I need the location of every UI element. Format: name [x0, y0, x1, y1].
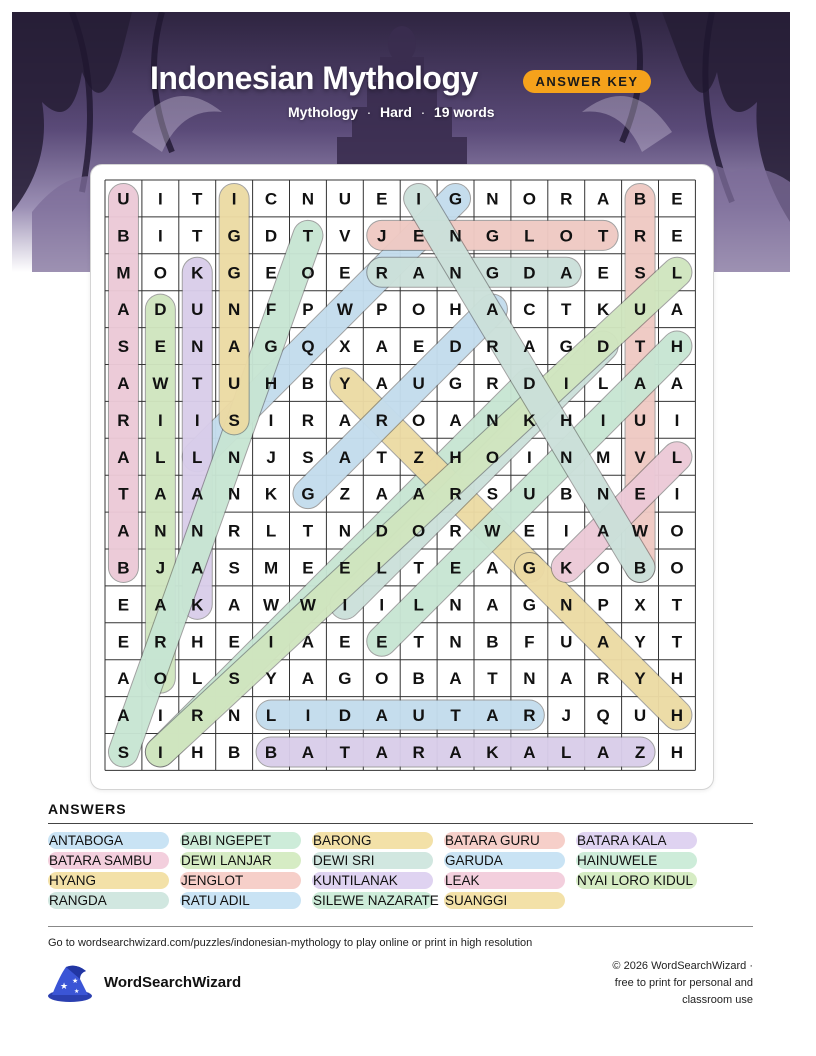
- grid-letter: P: [302, 300, 314, 320]
- grid-letter: L: [192, 669, 203, 689]
- grid-letter: H: [449, 447, 462, 467]
- grid-letter: A: [228, 337, 241, 357]
- grid-letter: E: [117, 632, 130, 652]
- grid-letter: K: [191, 263, 204, 283]
- grid-letter: R: [486, 337, 499, 357]
- grid-letter: T: [413, 632, 424, 652]
- grid-letter: I: [157, 742, 163, 762]
- grid-letter: B: [264, 742, 278, 762]
- svg-text:★: ★: [60, 981, 69, 991]
- grid-letter: G: [448, 189, 463, 209]
- grid-letter: A: [486, 706, 499, 726]
- difficulty-label: Hard: [380, 104, 412, 120]
- grid-letter: E: [671, 226, 683, 246]
- grid-letter: D: [523, 263, 536, 283]
- grid-letter: H: [449, 300, 462, 320]
- grid-letter: A: [486, 300, 499, 320]
- grid-letter: T: [302, 521, 314, 541]
- answer-item: RATU ADIL: [180, 892, 301, 909]
- grid-letter: L: [265, 706, 277, 726]
- grid-letter: U: [228, 373, 241, 393]
- grid-letter: T: [671, 595, 683, 615]
- grid-letter: I: [157, 410, 163, 430]
- grid-letter: O: [559, 226, 573, 246]
- grid-letter: W: [299, 595, 316, 615]
- answer-item: KUNTILANAK: [312, 872, 433, 889]
- grid-letter: T: [561, 300, 572, 320]
- grid-letter: E: [117, 595, 130, 615]
- grid-letter: A: [301, 742, 315, 762]
- grid-letter: H: [670, 742, 684, 762]
- grid-letter: E: [154, 337, 167, 357]
- grid-letter: G: [522, 595, 536, 615]
- grid-letter: A: [117, 373, 130, 393]
- grid-letter: S: [634, 263, 646, 283]
- grid-letter: R: [560, 189, 573, 209]
- grid-letter: U: [633, 300, 647, 320]
- grid-letter: K: [191, 595, 204, 615]
- grid-letter: I: [157, 706, 163, 726]
- word-count-label: 19 words: [433, 104, 495, 120]
- grid-letter: A: [117, 300, 130, 320]
- answer-item: DEWI LANJAR: [180, 852, 301, 869]
- answer-item: JENGLOT: [180, 872, 301, 889]
- grid-letter: O: [412, 300, 426, 320]
- grid-letter: E: [302, 558, 314, 578]
- grid-letter: I: [342, 595, 348, 615]
- grid-letter: D: [154, 300, 167, 320]
- grid-letter: B: [117, 226, 130, 246]
- grid-letter: T: [634, 337, 646, 357]
- grid-letter: O: [375, 669, 389, 689]
- grid-letter: Q: [596, 706, 610, 726]
- grid-letter: P: [597, 595, 609, 615]
- grid-letter: A: [412, 263, 425, 283]
- grid-letter: R: [191, 706, 204, 726]
- grid-letter: A: [154, 595, 167, 615]
- grid-letter: A: [191, 484, 204, 504]
- grid-letter: F: [524, 632, 535, 652]
- grid-letter: U: [412, 706, 425, 726]
- grid-letter: S: [117, 337, 130, 357]
- grid-letter: E: [523, 521, 536, 541]
- grid-letter: I: [305, 706, 311, 726]
- grid-letter: T: [671, 632, 683, 652]
- grid-letter: G: [448, 373, 463, 393]
- grid-letter: S: [228, 410, 240, 430]
- grid-letter: E: [634, 484, 646, 504]
- grid-letter: N: [486, 410, 499, 430]
- grid-letter: D: [449, 337, 462, 357]
- grid-letter: K: [523, 410, 536, 430]
- wizard-hat-icon: [46, 963, 94, 1003]
- grid-letter: B: [486, 632, 499, 652]
- grid-letter: L: [524, 226, 535, 246]
- grid-letter: T: [118, 484, 129, 504]
- grid-letter: W: [263, 595, 280, 615]
- grid-letter: T: [339, 742, 351, 762]
- grid-letter: M: [263, 558, 279, 578]
- grid-letter: R: [375, 410, 388, 430]
- grid-letter: C: [523, 300, 536, 320]
- grid-letter: E: [449, 558, 462, 578]
- grid-letter: Y: [634, 669, 646, 689]
- svg-text:★: ★: [72, 978, 79, 985]
- grid-letter: L: [155, 447, 166, 467]
- grid-letter: U: [560, 632, 573, 652]
- answer-item: BATARA KALA: [576, 832, 697, 849]
- grid-letter: R: [154, 632, 167, 652]
- grid-letter: T: [302, 226, 314, 246]
- grid-letter: A: [633, 373, 647, 393]
- grid-letter: A: [560, 263, 573, 283]
- grid-letter: A: [301, 632, 315, 652]
- grid-letter: B: [117, 558, 130, 578]
- grid-letter: N: [449, 263, 462, 283]
- grid-letter: N: [228, 484, 241, 504]
- grid-letter: B: [560, 484, 573, 504]
- grid-letter: L: [265, 521, 277, 541]
- brand-name: WordSearchWizard: [104, 974, 242, 991]
- grid-letter: R: [597, 669, 610, 689]
- grid-letter: I: [526, 447, 532, 467]
- grid-letter: N: [560, 595, 573, 615]
- grid-letter: S: [228, 558, 240, 578]
- grid-letter: A: [375, 373, 388, 393]
- grid-letter: A: [117, 447, 130, 467]
- grid-letter: N: [154, 521, 167, 541]
- grid-letter: D: [338, 706, 351, 726]
- grid-letter: C: [264, 189, 278, 209]
- grid-letter: A: [597, 189, 610, 209]
- grid-letter: R: [375, 263, 388, 283]
- grid-letter: A: [486, 558, 499, 578]
- grid-letter: L: [561, 742, 572, 762]
- grid-letter: H: [560, 410, 573, 430]
- grid-letter: W: [152, 373, 169, 393]
- grid-letter: E: [339, 558, 351, 578]
- grid-letter: E: [671, 189, 683, 209]
- grid-letter: A: [670, 373, 684, 393]
- grid-letter: I: [416, 189, 422, 209]
- grid-letter: X: [339, 337, 351, 357]
- grid-letter: N: [191, 521, 204, 541]
- page-title: Indonesian Mythology: [150, 60, 478, 96]
- grid-letter: T: [376, 447, 387, 467]
- grid-letter: L: [597, 373, 609, 393]
- grid-letter: N: [228, 447, 241, 467]
- answer-item: DEWI SRI: [312, 852, 433, 869]
- answer-item: RANGDA: [48, 892, 169, 909]
- answer-item: BATARA GURU: [444, 832, 565, 849]
- grid-letter: S: [228, 669, 240, 689]
- svg-text:★: ★: [74, 989, 80, 995]
- grid-letter: V: [634, 447, 646, 467]
- meta-separator: ·: [420, 104, 426, 120]
- grid-letter: E: [339, 632, 351, 652]
- grid-letter: T: [192, 226, 203, 246]
- grid-letter: H: [670, 337, 684, 357]
- grid-letter: N: [597, 484, 610, 504]
- grid-letter: T: [487, 669, 498, 689]
- grid-letter: X: [634, 595, 646, 615]
- grid-letter: G: [522, 558, 536, 578]
- grid-letter: A: [375, 742, 388, 762]
- grid-letter: U: [523, 484, 536, 504]
- grid-letter: R: [412, 742, 425, 762]
- grid-letter: N: [449, 226, 462, 246]
- grid-letter: N: [191, 337, 204, 357]
- grid-letter: G: [301, 484, 315, 504]
- grid-letter: J: [377, 226, 387, 246]
- grid-letter: N: [523, 669, 536, 689]
- grid-letter: A: [154, 484, 167, 504]
- grid-letter: J: [266, 447, 276, 467]
- answer-item: BARONG: [312, 832, 433, 849]
- copyright-text: [553, 958, 753, 1009]
- grid-letter: E: [265, 263, 277, 283]
- grid-letter: G: [338, 669, 352, 689]
- answer-item: BATARA SAMBU: [48, 852, 169, 869]
- answer-item: SUANGGI: [444, 892, 565, 909]
- grid-letter: V: [339, 226, 351, 246]
- copyright-line: classroom use: [682, 994, 753, 1006]
- grid-letter: G: [485, 226, 500, 246]
- grid-letter: D: [264, 226, 278, 246]
- grid-letter: K: [597, 300, 610, 320]
- grid-letter: O: [412, 521, 426, 541]
- grid-letter: H: [191, 632, 204, 652]
- grid-letter: R: [449, 521, 462, 541]
- answer-item: ANTABOGA: [48, 832, 169, 849]
- grid-letter: F: [265, 300, 277, 320]
- puzzle-meta: [288, 104, 495, 120]
- grid-letter: L: [376, 558, 387, 578]
- grid-letter: W: [484, 521, 501, 541]
- grid-letter: U: [191, 300, 204, 320]
- grid-letter: L: [671, 263, 683, 283]
- grid-letter: A: [597, 632, 610, 652]
- grid-letter: A: [338, 410, 351, 430]
- grid-letter: A: [597, 742, 610, 762]
- grid-letter: O: [301, 263, 315, 283]
- grid-letter: I: [268, 632, 274, 652]
- grid-letter: I: [600, 410, 606, 430]
- grid-letter: N: [486, 189, 499, 209]
- grid-letter: A: [412, 484, 425, 504]
- grid-letter: S: [486, 484, 499, 504]
- grid-letter: I: [268, 410, 274, 430]
- grid-letter: R: [486, 373, 499, 393]
- grid-letter: K: [560, 558, 573, 578]
- grid-letter: G: [227, 263, 241, 283]
- grid-letter: L: [192, 447, 203, 467]
- answer-item: LEAK: [444, 872, 565, 889]
- grid-letter: N: [338, 521, 351, 541]
- grid-letter: Z: [413, 447, 424, 467]
- grid-letter: A: [560, 669, 573, 689]
- grid-letter: K: [486, 742, 499, 762]
- grid-letter: N: [301, 189, 315, 209]
- grid-letter: A: [301, 669, 315, 689]
- grid-letter: H: [191, 742, 204, 762]
- grid-letter: E: [597, 263, 609, 283]
- grid-letter: G: [559, 337, 573, 357]
- answers-list: [48, 832, 753, 912]
- grid-letter: T: [597, 226, 609, 246]
- grid-letter: A: [338, 447, 351, 467]
- grid-letter: E: [376, 189, 388, 209]
- grid-letter: S: [117, 742, 130, 762]
- grid-letter: A: [117, 706, 130, 726]
- grid-letter: R: [117, 410, 130, 430]
- grid-letter: B: [412, 669, 425, 689]
- grid-letter: G: [227, 226, 241, 246]
- copyright-line: free to print for personal and: [614, 977, 753, 989]
- grid-letter: A: [117, 669, 130, 689]
- grid-letter: N: [228, 706, 241, 726]
- grid-letter: U: [412, 373, 425, 393]
- grid-letter: I: [674, 410, 680, 430]
- grid-letter: A: [228, 595, 241, 615]
- grid-letter: L: [671, 447, 683, 467]
- footer-url[interactable]: Go to wordsearchwizard.com/puzzles/indonesian-mythology to play online or print in high resolution: [48, 937, 533, 949]
- grid-letter: G: [485, 263, 500, 283]
- grid-letter: R: [228, 521, 241, 541]
- letter-grid: [90, 164, 712, 788]
- grid-letter: Y: [339, 373, 351, 393]
- answer-item: NYAI LORO KIDUL: [576, 872, 697, 889]
- grid-letter: E: [412, 226, 425, 246]
- footer-divider: [48, 926, 753, 927]
- grid-letter: H: [670, 669, 684, 689]
- copyright-line: © 2026 WordSearchWizard ·: [612, 960, 753, 972]
- grid-letter: T: [413, 558, 424, 578]
- grid-letter: D: [375, 521, 388, 541]
- grid-letter: M: [596, 447, 611, 467]
- grid-letter: T: [192, 189, 203, 209]
- grid-letter: H: [670, 706, 684, 726]
- grid-letter: E: [376, 632, 388, 652]
- grid-letter: E: [339, 263, 351, 283]
- grid-letter: A: [523, 742, 536, 762]
- grid-letter: O: [485, 447, 500, 467]
- grid-letter: A: [449, 669, 462, 689]
- grid-letter: I: [563, 521, 569, 541]
- grid-letter: G: [264, 337, 278, 357]
- grid-letter: W: [336, 300, 353, 320]
- grid-letter: A: [449, 742, 462, 762]
- grid-letter: S: [302, 447, 314, 467]
- grid-letter: R: [301, 410, 315, 430]
- grid-letter: Z: [634, 742, 646, 762]
- grid-letter: R: [523, 706, 536, 726]
- answer-item: GARUDA: [444, 852, 565, 869]
- grid-letter: O: [153, 669, 167, 689]
- grid-letter: M: [116, 263, 131, 283]
- grid-letter: I: [231, 189, 237, 209]
- grid-letter: T: [192, 373, 203, 393]
- grid-letter: O: [670, 558, 684, 578]
- grid-letter: D: [597, 337, 610, 357]
- grid-letter: B: [301, 373, 315, 393]
- answers-heading: ANSWERS: [48, 801, 127, 817]
- grid-letter: I: [157, 226, 163, 246]
- grid-letter: E: [228, 632, 240, 652]
- answer-key-badge: ANSWER KEY: [523, 70, 651, 93]
- answer-item: HYANG: [48, 872, 169, 889]
- answer-item: BABI NGEPET: [180, 832, 301, 849]
- grid-letter: N: [449, 632, 462, 652]
- grid-letter: I: [563, 373, 569, 393]
- grid-letter: O: [522, 189, 536, 209]
- grid-letter: U: [633, 410, 647, 430]
- grid-letter: T: [450, 706, 461, 726]
- grid-letter: A: [375, 706, 388, 726]
- grid-letter: N: [449, 595, 462, 615]
- grid-letter: A: [375, 337, 388, 357]
- grid-letter: P: [376, 300, 388, 320]
- grid-letter: O: [670, 521, 684, 541]
- grid-letter: N: [228, 300, 241, 320]
- grid-letter: B: [633, 189, 647, 209]
- grid-letter: W: [632, 521, 649, 541]
- grid-letter: U: [633, 706, 647, 726]
- answer-item: SILEWE NAZARATE: [313, 893, 439, 908]
- category-label: Mythology: [288, 104, 358, 120]
- grid-letter: A: [523, 337, 536, 357]
- grid-letter: O: [412, 410, 426, 430]
- grid-letter: A: [449, 410, 462, 430]
- grid-letter: H: [264, 373, 278, 393]
- grid-letter: O: [596, 558, 610, 578]
- grid-letter: N: [560, 447, 573, 467]
- grid-letter: Y: [634, 632, 646, 652]
- grid-letter: I: [157, 189, 163, 209]
- grid-letter: B: [633, 558, 647, 578]
- grid-letter: B: [228, 742, 241, 762]
- grid-letter: A: [597, 521, 610, 541]
- grid-letter: I: [674, 484, 680, 504]
- grid-letter: Q: [301, 337, 315, 357]
- grid-letter: A: [191, 558, 204, 578]
- grid-letter: U: [338, 189, 351, 209]
- grid-letter: Z: [339, 484, 351, 504]
- grid-letter: E: [412, 337, 425, 357]
- grid-letter: I: [194, 410, 200, 430]
- grid-letter: I: [379, 595, 385, 615]
- grid-letter: R: [633, 226, 647, 246]
- answers-divider: [48, 823, 753, 824]
- grid-letter: O: [153, 263, 167, 283]
- grid-letter: K: [264, 484, 278, 504]
- grid-letter: Y: [265, 669, 277, 689]
- grid-letter: U: [117, 189, 130, 209]
- grid-letter: A: [486, 595, 499, 615]
- grid-letter: R: [449, 484, 462, 504]
- grid-letter: L: [413, 595, 424, 615]
- grid-letter: J: [561, 706, 571, 726]
- answer-item: HAINUWELE: [576, 852, 697, 869]
- grid-letter: A: [117, 521, 130, 541]
- grid-letter: J: [155, 558, 166, 578]
- grid-letter: A: [375, 484, 388, 504]
- grid-letter: D: [523, 373, 536, 393]
- grid-letter: A: [670, 300, 684, 320]
- meta-separator: ·: [366, 104, 372, 120]
